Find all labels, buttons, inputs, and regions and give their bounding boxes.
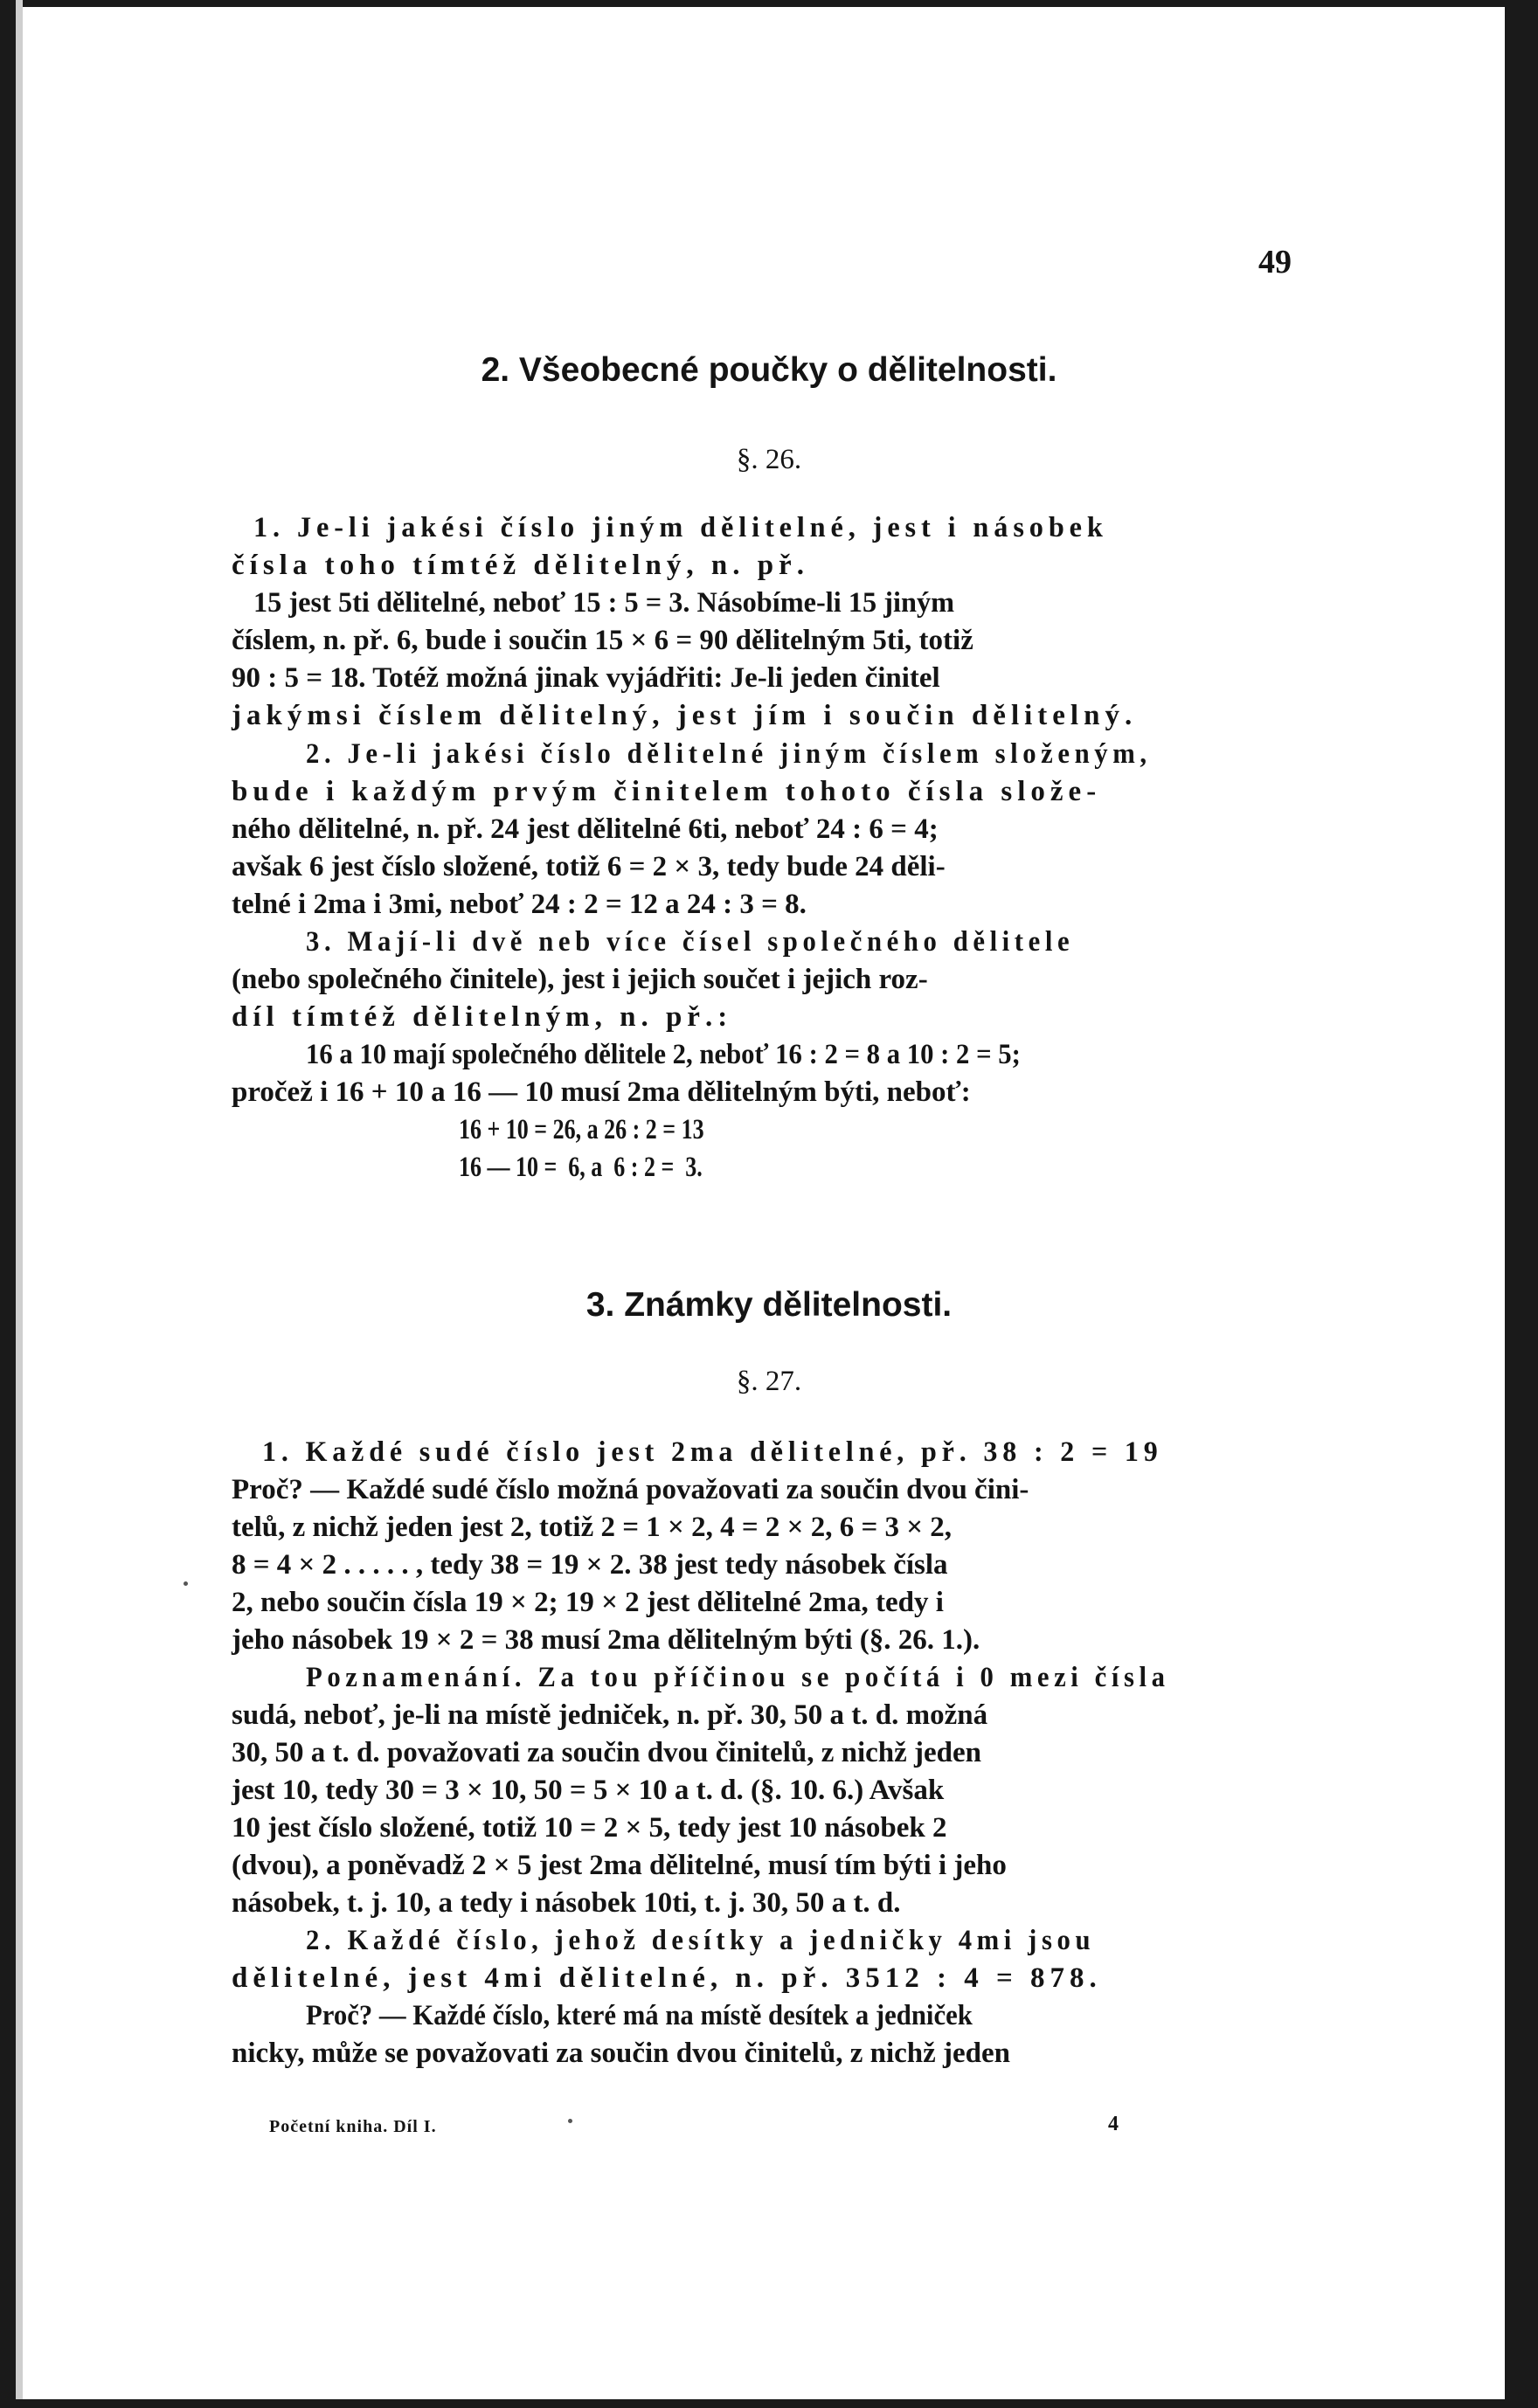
scan-edge-bottom — [0, 2399, 1538, 2408]
section-2-paragraph-mark: §. 26. — [736, 444, 802, 475]
text-line: 8 = 4 × 2 . . . . . , tedy 38 = 19 × 2. 38 jest tedy násobek čísla — [232, 1549, 948, 1581]
text-line: dělitelné, jest 4mi dělitelné, n. př. 3512 : 4 = 878. — [232, 1962, 1102, 1994]
text-line: 1. Je-li jakési číslo jiným dělitelné, jest i násobek — [253, 512, 1108, 543]
text-line: Poznamenání. Za tou příčinou se počítá i 0 mezi čísla — [306, 1662, 1170, 1693]
text-line: Proč? — Každé sudé číslo možná považovati za součin dvou čini- — [232, 1474, 1029, 1505]
text-line: 2. Každé číslo, jehož desítky a jedničky 4mi jsou — [306, 1925, 1096, 1956]
text-line: 30, 50 a t. d. považovati za součin dvou činitelů, z nichž jeden — [232, 1737, 982, 1768]
text-line: nicky, může se považovati za součin dvou činitelů, z nichž jeden — [232, 2038, 1010, 2069]
text-line: jest 10, tedy 30 = 3 × 10, 50 = 5 × 10 a t. d. (§. 10. 6.) Avšak — [232, 1775, 945, 1806]
text-line: pročež i 16 + 10 a 16 — 10 musí 2ma dělitelným býti, neboť: — [232, 1076, 971, 1108]
scan-edge-top — [0, 0, 1538, 7]
page-number: 49 — [1258, 244, 1292, 280]
text-line: 16 — 10 = 6, a 6 : 2 = 3. — [459, 1152, 703, 1183]
text-line: násobek, t. j. 10, a tedy i násobek 10ti, t. j. 30, 50 a t. d. — [232, 1887, 901, 1919]
section-2-heading: 2. Všeobecné poučky o dělitelnosti. — [481, 351, 1057, 389]
text-line: (nebo společného činitele), jest i jejich součet i jejich roz- — [232, 964, 928, 995]
text-line: 16 + 10 = 26, a 26 : 2 = 13 — [459, 1114, 704, 1145]
text-line: 15 jest 5ti dělitelné, neboť 15 : 5 = 3. Násobíme-li 15 jiným — [253, 587, 955, 619]
footer-book-title: Početní kniha. Díl I. — [269, 2117, 437, 2136]
text-line: 2. Je-li jakési číslo dělitelné jiným číslem složeným, — [306, 738, 1152, 770]
text-line: 2, nebo součin čísla 19 × 2; 19 × 2 jest dělitelné 2ma, tedy i — [232, 1587, 944, 1618]
text-line: 16 a 10 mají společného dělitele 2, neboť 16 : 2 = 8 a 10 : 2 = 5; — [306, 1039, 1021, 1070]
stray-ink-mark — [184, 1581, 188, 1586]
footer-signature: 4 — [1108, 2113, 1119, 2135]
text-line: jakýmsi číslem dělitelný, jest jím i součin dělitelný. — [232, 700, 1138, 731]
text-line: čísla toho tímtéž dělitelný, n. př. — [232, 550, 809, 581]
text-line: 90 : 5 = 18. Totéž možná jinak vyjádřiti: Je-li jeden činitel — [232, 662, 940, 694]
text-line: číslem, n. př. 6, bude i součin 15 × 6 = 90 dělitelným 5ti, totiž — [232, 625, 973, 656]
text-line: Proč? — Každé číslo, které má na místě desítek a jedniček — [306, 2000, 973, 2031]
text-line: bude i každým prvým činitelem tohoto čísla slože- — [232, 776, 1102, 807]
text-line: sudá, neboť, je-li na místě jedniček, n. př. 30, 50 a t. d. možná — [232, 1699, 988, 1731]
text-line: ného dělitelné, n. př. 24 jest dělitelné 6ti, neboť 24 : 6 = 4; — [232, 813, 939, 845]
section-3-heading: 3. Známky dělitelnosti. — [585, 1286, 953, 1324]
section-3-paragraph-mark: §. 27. — [736, 1366, 802, 1397]
text-line: 1. Každé sudé číslo jest 2ma dělitelné, př. 38 : 2 = 19 — [262, 1436, 1163, 1468]
text-line: 3. Mají-li dvě neb více čísel společného dělitele — [306, 926, 1075, 958]
text-line: jeho násobek 19 × 2 = 38 musí 2ma dělitelným býti (§. 26. 1.). — [232, 1624, 980, 1656]
text-line: avšak 6 jest číslo složené, totiž 6 = 2 × 3, tedy bude 24 děli- — [232, 851, 946, 882]
text-line: 10 jest číslo složené, totiž 10 = 2 × 5, tedy jest 10 násobek 2 — [232, 1812, 947, 1844]
text-line: díl tímtéž dělitelným, n. př.: — [232, 1001, 733, 1033]
stray-ink-mark — [568, 2119, 572, 2123]
text-line: telné i 2ma i 3mi, neboť 24 : 2 = 12 a 24 : 3 = 8. — [232, 889, 807, 920]
text-line: (dvou), a poněvadž 2 × 5 jest 2ma dělitelné, musí tím býti i jeho — [232, 1850, 1007, 1881]
text-line: telů, z nichž jeden jest 2, totiž 2 = 1 × 2, 4 = 2 × 2, 6 = 3 × 2, — [232, 1512, 953, 1543]
